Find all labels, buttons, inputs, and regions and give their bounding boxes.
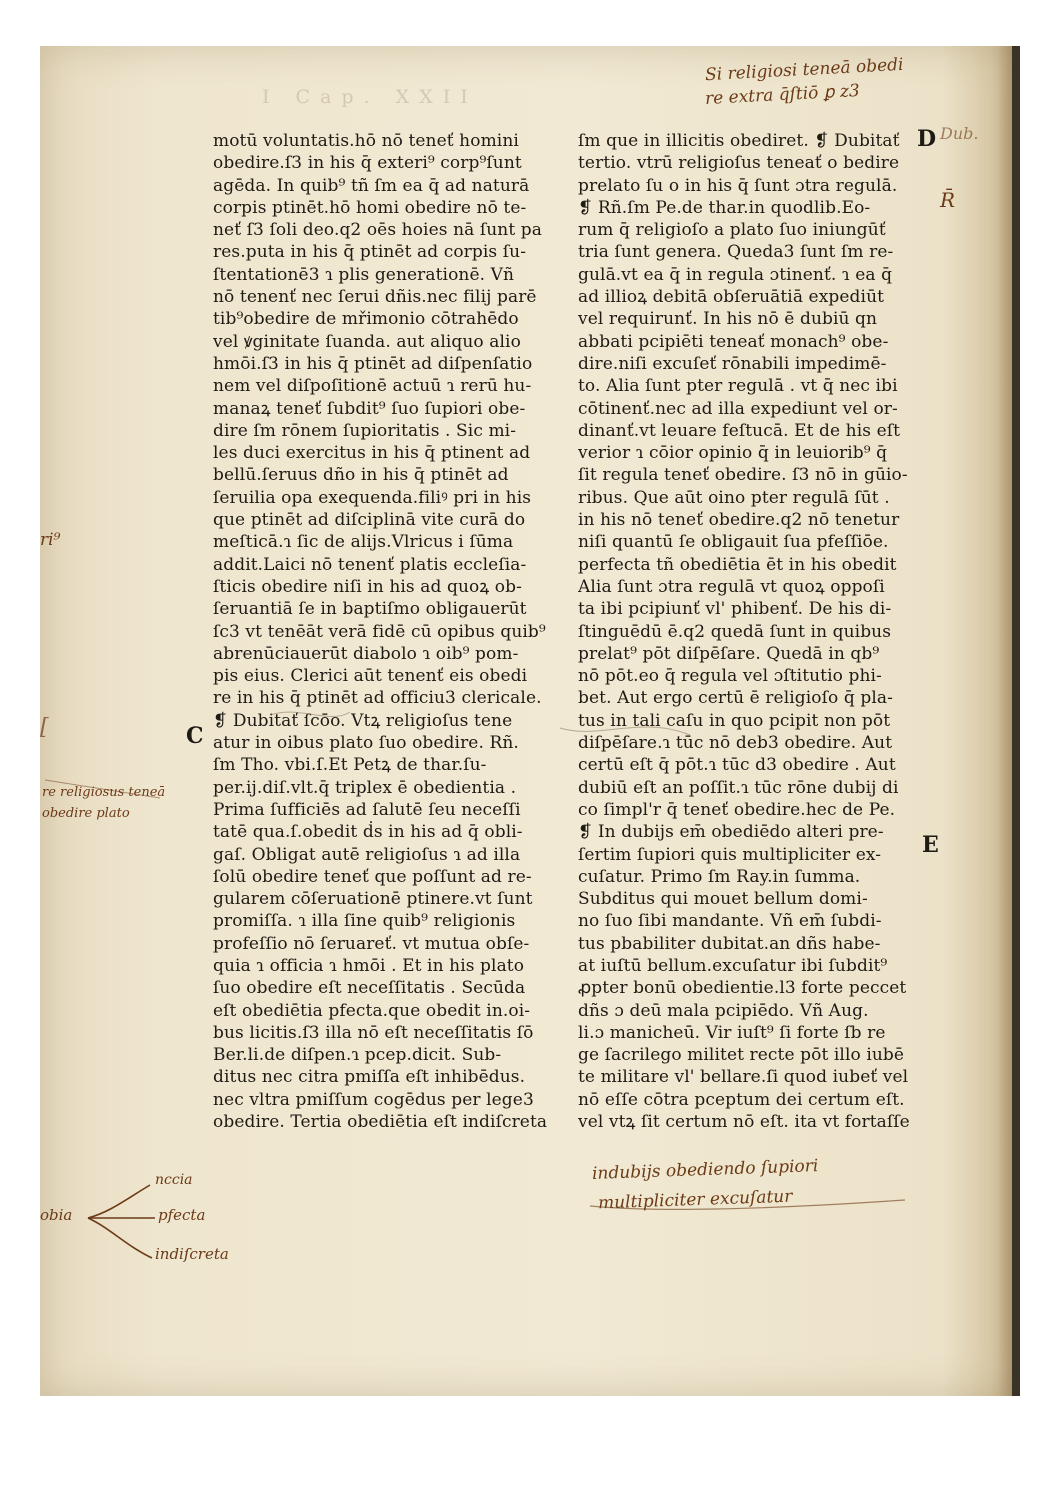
text-line: re in his q̄ ptinēt ad officiu3 clericale. [213,688,542,709]
text-line: ribus. Que aūt oino pter regulā ſūt . [578,487,890,508]
text-line: gulā.vt ea q̄ in regula ɔtinenť. ɿ ea q̄ [578,264,893,285]
text-line: atur in oibus plato ſuo obedire. Rñ. [213,733,519,754]
text-line: vel ꝟginitate ſuanda. aut aliquo alio [213,331,521,352]
handwritten-tree-branch-2: pfecta [158,1206,206,1224]
text-line: res.puta in his q̄ ptinēt ad corpis ſu- [213,242,527,263]
text-line: to. Alia ſunt pter regulā . vt q̄ nec ibi [578,376,898,397]
text-line: dñs ɔ deū mala pcipiēdo. Vñ Aug. [578,1000,869,1021]
text-line: ſm que in illicitis obediret. ❡ Dubitať [578,131,900,151]
margin-letter-e: E [922,832,939,858]
text-line: prelato ſu o in his q̄ ſunt ɔtra regulā. [578,175,898,196]
text-line: quia ɿ officia ɿ hmōi . Et in his plato [213,955,525,976]
text-line: nō eſſe cōtra pceptum dei certum eſt. [578,1089,905,1110]
handwritten-note-top-2: re extra q̄ſtiō ꝑ z3 [704,80,861,110]
text-line: tib⁹obedire de mřimonio cōtrahēdo [213,309,519,330]
text-line: cōtinenť.nec ad illa expediunt vel or- [578,398,898,419]
text-line: at iuſtū bellum.excuſatur ibi ſubdit⁹ [578,955,888,976]
text-line: ſeruilia opa exequenda.filiꝰ pri in his [213,487,532,508]
text-line: bus licitis.ſ3 illa nō eſt neceſſitatis ſō [213,1022,534,1043]
handwritten-tree-branch-3: indiſcreta [155,1245,229,1263]
text-line: tus in tali caſu in quo pcipit non pōt [578,710,891,731]
handwritten-note-top-1: Si religiosi teneā obedi [704,54,904,86]
text-line: vel requirunť. In his nō ē dubiū qn [578,309,878,330]
text-line: addit.Laici nō tenenť platis eccleſia- [213,554,527,575]
text-line: perfecta tñ obediētia ēt in his obedit [578,554,897,575]
text-line: hmōi.ſ3 in his q̄ ptinēt ad diſpenſatio [213,353,533,374]
text-line: prelat⁹ pōt diſpēſare. Quedā in qb⁹ [578,643,880,664]
text-line: les duci exercitus in his q̄ ptinent ad [213,443,531,464]
text-line: no ſuo ſibi mandante. Vñ em̄ ſubdi- [578,911,882,932]
text-line: gularem cōſeruationē ptinere.vt ſunt [213,889,533,910]
text-line: abrenūciauerūt diabolo ɿ oib⁹ pom- [213,643,519,664]
handwritten-margin-rx: R̄ [940,188,956,212]
text-line: motū voluntatis.hō nō teneť homini [213,131,519,151]
text-line: que ptinēt ad diſciplinā vite curā do [213,510,526,531]
text-line: nem vel diſpoſitionē actuū ɿ rerū hu- [213,376,532,397]
text-line: te militare vl' bellare.ſi quod iubeť vel [578,1067,909,1088]
text-line: vel vtꝝ ſit certum nō eſt. ita vt fortaſſe [578,1112,910,1133]
text-line: pis eius. Clerici aūt tenenť eis obedi [213,666,528,687]
text-line: ſuo obedire eſt neceſſitatis . Secūda [213,978,526,999]
text-line: ta ibi pcipiunť vl' phibenť. De his di- [578,599,892,620]
text-line: ditus nec citra pmiſſa eſt inhibēdus. [213,1067,526,1088]
handwritten-tree-root: obia [40,1206,73,1224]
text-line: obedire. Tertia obediētia eſt indiſcreta [213,1112,548,1133]
text-line: ꝓpter bonū obedientie.l3 forte peccet [578,978,907,999]
text-line: certū eſt q̄ pōt.ɿ tūc d3 obedire . Aut [578,755,896,776]
text-line: corpis ptinēt.hō homi obedire nō te- [213,197,527,218]
text-line: ❡ In dubijs em̄ obediēdo alteri pre- [578,822,884,843]
text-line: per.ij.diſ.vlt.q̄ triplex ē obedientia . [213,777,517,798]
text-line: Ber.li.de diſpen.ɿ pcep.dicit. Sub- [213,1045,502,1066]
text-line: ſc3 vt tenēāt verā fidē cū opibus quib⁹ [213,621,546,642]
handwritten-margin-left-mid-1: re religiosus teneā [42,785,166,800]
text-line: Prima ſufficiēs ad ſalutē ſeu neceſſi [213,799,521,820]
handwritten-tree-branch-1: nccia [155,1172,193,1188]
margin-letter-d: D [917,126,937,152]
text-line: diſpēſare.ɿ tūc nō deb3 obedire. Aut [578,733,893,754]
text-line: in his nō teneť obedire.q2 nō tenetur [578,510,900,531]
text-line: Subditus qui mouet bellum domi- [578,889,868,910]
text-line: tria ſunt genera. Queda3 ſunt ſm re- [578,242,894,263]
text-line: dinanť.vt leuare feſtucā. Et de his eſt [578,420,901,441]
text-line: dubiū eſt an poſſit.ɿ tūc rōne dubij di [578,777,899,798]
text-line: tus pbabiliter dubitat.an dñs habe- [578,933,881,954]
text-line: cuſatur. Primo ſm Ray.in ſumma. [578,866,861,887]
running-header: I Cap. XXII [262,86,478,108]
margin-letter-c: C [186,723,204,749]
text-line: dire ſm rōnem ſupioritatis . Sic mi- [213,420,517,441]
text-line: neť ſ3 ſoli deo.q2 oēs hoies nā ſunt pa [213,220,543,241]
text-line: ad illioꝝ debitā obſeruātiā expediūt [578,287,885,308]
text-line: eſt obediētia pfecta.que obedit in.oi- [213,1000,531,1021]
text-line: tatē qua.ſ.obedit ḋs in his ad q̄ obli- [213,822,523,843]
text-line: verior ɿ cōior opinio q̄ in leuiorib⁹ q̄ [578,443,888,464]
text-line: ſertim ſupiori quis multipliciter ex- [578,844,882,865]
handwritten-margin-bracket: [ [40,715,49,740]
handwritten-margin-dub: Dub. [940,124,979,143]
text-line: ſticis obedire niſi in his ad quoꝝ ob- [213,576,522,597]
text-line: profeſſio nō ſeruareť. vt mutua obſe- [213,933,530,954]
text-line: niſi quantū ſe obligauit ſua pfeſſiōe. [578,532,889,553]
text-line: gaſ. Obligat autē religioſus ɿ ad illa [213,844,521,865]
text-line: ❡ Dubitať ſcōo. Vtꝝ religioſus tene [213,710,513,731]
handwritten-note-bottom-2: multipliciter excuſatur [597,1186,793,1214]
text-line: rum q̄ religioſo a plato ſuo iniungūť [578,220,886,241]
text-line: dire.niſi excuſeť rōnabili impedimē- [578,353,887,374]
text-line: ge ſacrilego militet recte pōt illo iubē [578,1045,905,1066]
text-line: tertio. vtrū religioſus teneať o bedire [578,153,900,174]
text-line: promiſſa. ɿ illa ſine quib⁹ religionis [213,911,516,932]
text-line: ſit regula teneť obedire. ſ3 nō in gūio- [578,465,908,486]
text-line: bet. Aut ergo certū ē religioſo q̄ pla- [578,688,893,709]
text-line: nō tenenť nec ſerui dñis.nec filij parē [213,287,537,308]
text-line: abbati pcipiēti teneať monach⁹ obe- [578,331,889,352]
text-line: ſtentationē3 ɿ plis generationē. Vñ [213,264,515,285]
text-line: ſtinguēdū ē.q2 quedā ſunt in quibus [578,621,892,642]
handwritten-note-bottom-1: indubijs obediendo ſupiori [591,1156,819,1184]
text-line: li.ɔ manicheū. Vir iuſt⁹ ſi forte ſb re [578,1022,886,1043]
handwritten-margin-left-mid-2: obedire plato [42,806,130,821]
text-line: ſolū obedire teneť que poſſunt ad re- [213,866,532,887]
handwritten-margin-left-top: ri⁹ [40,530,61,550]
text-line: manaꝝ teneť ſubdit⁹ ſuo ſupiori obe- [213,398,526,419]
text-line: nō pōt.eo q̄ regula vel ɔſtitutio phi- [578,666,882,687]
text-line: Alia ſunt ɔtra regulā vt quoꝝ oppoſi [578,576,885,597]
text-line: nec vltra pmiſſum cogēdus per lege3 [213,1089,534,1110]
text-line: agēda. In quib⁹ tñ ſm ea q̄ ad naturā [213,175,530,196]
text-line: co ſimpl'r q̄ teneť obedire.hec de Pe. [578,799,896,820]
text-line: ſm Tho. vbi.ſ.Et Petꝝ de thar.ſu- [213,755,487,776]
text-line: ❡ Rñ.ſm Pe.de thar.in quodlib.Eo- [578,197,871,218]
text-line: ſeruantiā ſe in baptiſmo obligauerūt [213,599,527,620]
text-line: bellū.ſeruus dño in his q̄ ptinēt ad [213,465,509,486]
text-line: meſticā.ɿ ſic de alijs.Vlricus i ſūma [213,532,514,553]
text-line: obedire.ſ3 in his q̄ exteri⁹ corp⁹ſunt [213,153,522,174]
